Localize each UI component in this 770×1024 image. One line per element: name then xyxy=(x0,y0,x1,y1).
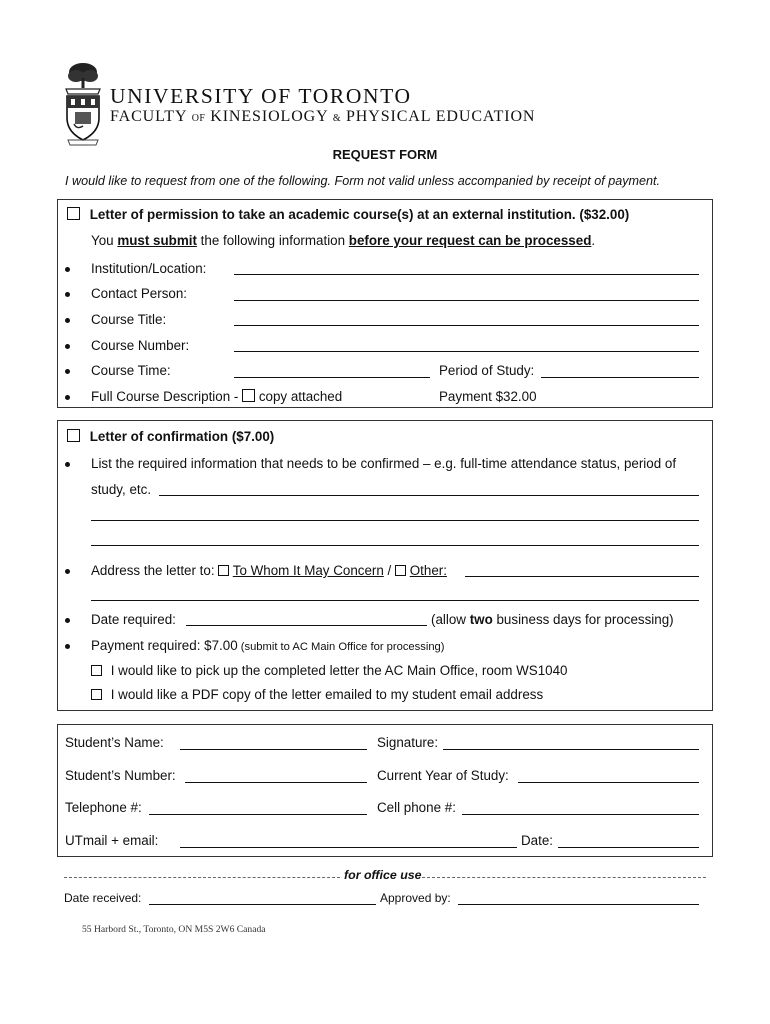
bullet xyxy=(65,618,70,623)
bullet xyxy=(65,267,70,272)
required-info-label: List the required information that needs to be confirmed – e.g. full-time attendance status, period of xyxy=(91,456,677,471)
note-must-submit: must submit xyxy=(117,233,197,248)
confirmation-heading-row xyxy=(67,429,274,444)
bullet xyxy=(65,644,70,649)
permission-heading: Letter of permission to take an academic course(s) at an external institution. ($32.00) xyxy=(89,207,630,222)
other-checkbox[interactable] xyxy=(395,565,406,576)
note-text-mid: the following information xyxy=(196,233,349,248)
bullet xyxy=(65,462,70,467)
allow-text: (allow xyxy=(431,612,470,627)
description-row xyxy=(91,389,342,404)
student-name-field[interactable] xyxy=(180,749,367,750)
approved-by-label: Approved by: xyxy=(380,891,451,905)
permission-letter-checkbox[interactable] xyxy=(67,207,80,220)
allow-note xyxy=(431,612,674,627)
slash: / xyxy=(383,563,395,578)
divider-left xyxy=(64,877,340,878)
office-use-divider xyxy=(64,868,706,884)
signature-field[interactable] xyxy=(443,749,699,750)
student-info-section xyxy=(57,724,713,857)
bullet xyxy=(65,395,70,400)
required-info-field-2[interactable] xyxy=(91,520,699,521)
form-instruction: I would like to request from one of the following. Form not valid unless accompanied by receipt of payment. xyxy=(65,174,661,188)
bullet xyxy=(65,344,70,349)
contact-person-label: Contact Person: xyxy=(91,286,188,301)
student-name-label: Student’s Name: xyxy=(65,735,164,750)
description-label: Full Course Description - xyxy=(91,389,243,404)
email-field[interactable] xyxy=(180,847,517,848)
to-whom-label: To Whom It May Concern xyxy=(232,563,384,578)
footer-address: 55 Harbord St., Toronto, ON M5S 2W6 Canada xyxy=(82,924,266,935)
pickup-option xyxy=(91,663,567,678)
period-of-study-field[interactable] xyxy=(541,377,699,378)
institution-label: Institution/Location: xyxy=(91,261,207,276)
approved-by-field[interactable] xyxy=(458,904,699,905)
form-title: REQUEST FORM xyxy=(332,147,438,162)
telephone-field[interactable] xyxy=(149,814,367,815)
email-label: UTmail + email: xyxy=(65,833,159,848)
cell-phone-field[interactable] xyxy=(462,814,699,815)
faculty-name-of: OF xyxy=(191,113,206,124)
confirmation-letter-section xyxy=(57,420,713,711)
signature-label: Signature: xyxy=(377,735,439,750)
pdf-label: I would like a PDF copy of the letter emailed to my student email address xyxy=(110,687,544,702)
faculty-name-part2: KINESIOLOGY xyxy=(210,108,328,125)
date-received-field[interactable] xyxy=(149,904,376,905)
university-crest-icon xyxy=(60,62,106,146)
date-received-label: Date received: xyxy=(64,891,142,905)
to-whom-checkbox[interactable] xyxy=(218,565,229,576)
note-text: You xyxy=(91,233,118,248)
other-label: Other: xyxy=(409,563,447,578)
telephone-label: Telephone #: xyxy=(65,800,142,815)
course-number-label: Course Number: xyxy=(91,338,190,353)
student-number-field[interactable] xyxy=(185,782,367,783)
year-of-study-label: Current Year of Study: xyxy=(377,768,509,783)
year-of-study-field[interactable] xyxy=(518,782,699,783)
permission-letter-section xyxy=(57,199,713,408)
institution-field[interactable] xyxy=(234,274,699,275)
confirmation-heading: Letter of confirmation ($7.00) xyxy=(89,429,275,444)
bullet xyxy=(65,318,70,323)
note-period: . xyxy=(591,233,596,248)
note-before-processed: before your request can be processed xyxy=(348,233,592,248)
permission-heading-row xyxy=(67,207,629,222)
faculty-name-part1: FACULTY xyxy=(110,108,187,125)
pickup-label: I would like to pick up the completed letter the AC Main Office, room WS1040 xyxy=(110,663,568,678)
submission-note xyxy=(91,233,595,248)
cell-phone-label: Cell phone #: xyxy=(377,800,456,815)
date-field[interactable] xyxy=(558,847,699,848)
date-required-label: Date required: xyxy=(91,612,176,627)
payment-amount: Payment $32.00 xyxy=(439,389,537,404)
date-required-field[interactable] xyxy=(186,625,427,626)
allow-two: two xyxy=(469,612,493,627)
bullet xyxy=(65,369,70,374)
bullet xyxy=(65,292,70,297)
allow-text-end: business days for processing) xyxy=(492,612,674,627)
copy-attached-label: copy attached xyxy=(258,389,343,404)
faculty-name-part3: PHYSICAL EDUCATION xyxy=(346,108,536,125)
course-number-field[interactable] xyxy=(234,351,699,352)
copy-attached-checkbox[interactable] xyxy=(242,389,255,402)
other-field[interactable] xyxy=(465,576,699,577)
university-name: UNIVERSITY OF TORONTO xyxy=(110,84,412,108)
course-title-field[interactable] xyxy=(234,325,699,326)
period-of-study-label: Period of Study: xyxy=(439,363,535,378)
address-label: Address the letter to: xyxy=(91,563,219,578)
payment-note: (submit to AC Main Office for processing) xyxy=(237,641,445,653)
faculty-name-amp: & xyxy=(332,113,342,124)
confirmation-letter-checkbox[interactable] xyxy=(67,429,80,442)
address-field[interactable] xyxy=(91,600,699,601)
required-info-field-3[interactable] xyxy=(91,545,699,546)
divider-right xyxy=(422,877,706,878)
student-number-label: Student’s Number: xyxy=(65,768,176,783)
university-logo xyxy=(60,62,700,148)
pickup-checkbox[interactable] xyxy=(91,665,102,676)
bullet xyxy=(65,569,70,574)
faculty-name xyxy=(110,108,535,126)
course-time-field[interactable] xyxy=(234,377,430,378)
date-label: Date: xyxy=(521,833,554,848)
required-info-cont: study, etc. xyxy=(91,482,152,497)
course-title-label: Course Title: xyxy=(91,312,167,327)
payment-required-label: Payment required: $7.00 xyxy=(91,638,238,653)
address-row xyxy=(91,563,447,578)
required-info-field-1[interactable] xyxy=(159,495,699,496)
pdf-option xyxy=(91,687,543,702)
pdf-checkbox[interactable] xyxy=(91,689,102,700)
course-time-label: Course Time: xyxy=(91,363,171,378)
office-use-label: for office use xyxy=(344,868,422,882)
payment-required-row xyxy=(91,638,445,653)
contact-person-field[interactable] xyxy=(234,300,699,301)
